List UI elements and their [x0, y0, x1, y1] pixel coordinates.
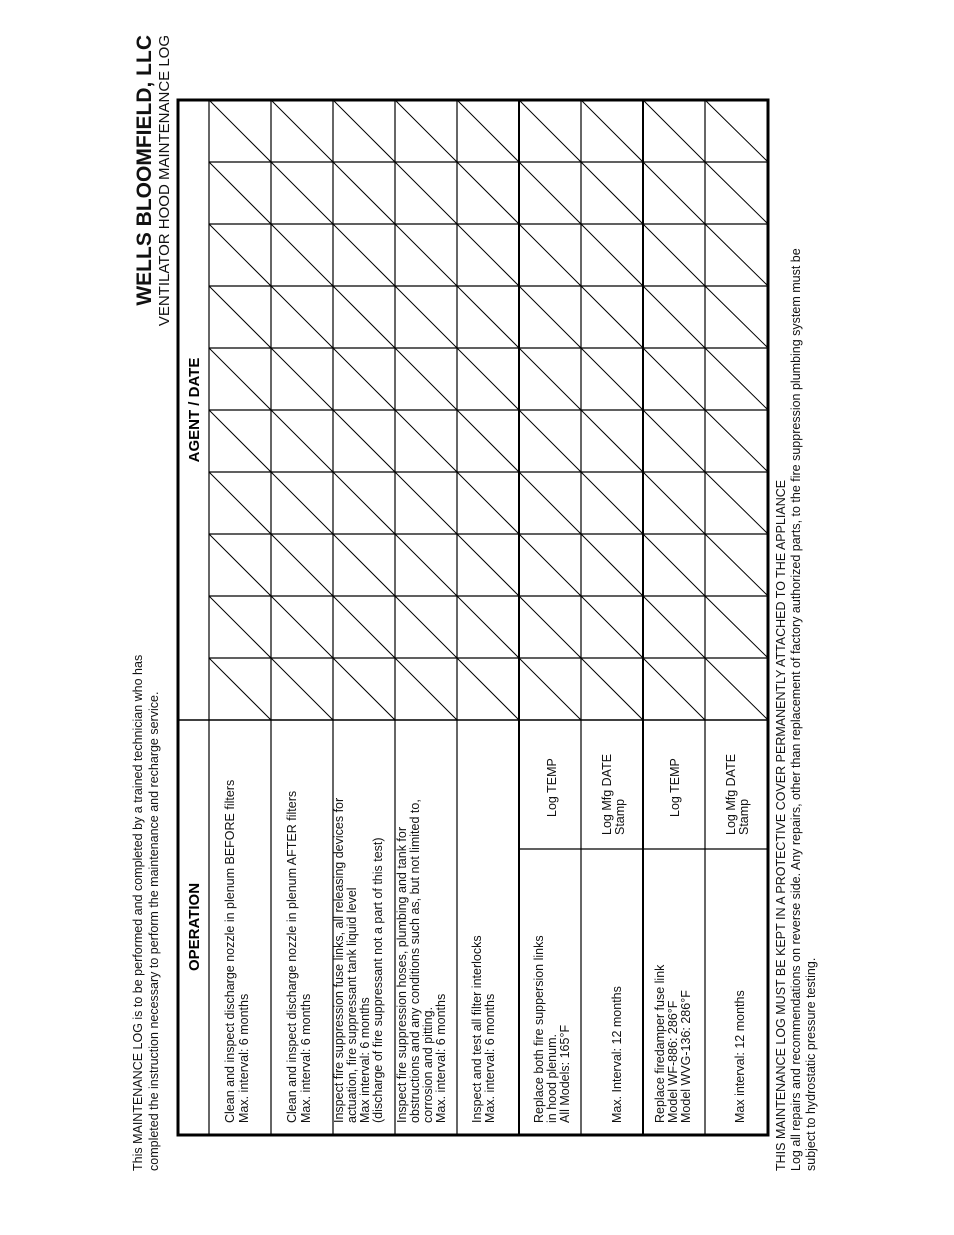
agent-date-cell-diagonal [271, 348, 333, 410]
row3-line4: (discharge of fire suppressant not a part of this test) [371, 837, 385, 1123]
footer-notes [774, 41, 819, 1171]
agent-date-cell-diagonal [209, 410, 271, 472]
agent-date-cell-diagonal [395, 162, 457, 224]
agent-date-cell-diagonal [643, 534, 705, 596]
agent-date-cell-diagonal [271, 224, 333, 286]
row4-line4: Max. interval: 6 months [434, 993, 448, 1123]
agent-date-cell-diagonal [395, 286, 457, 348]
agent-date-cell-diagonal [705, 162, 768, 224]
agent-date-cell-diagonal [581, 348, 643, 410]
agent-date-cell-diagonal [519, 472, 581, 534]
agent-date-cells [209, 100, 768, 720]
agent-date-cell-diagonal [705, 472, 768, 534]
agent-date-cell-diagonal [705, 410, 768, 472]
agent-date-cell-diagonal [333, 472, 395, 534]
row4-line3: corrosion and pitting. [421, 1006, 435, 1123]
agent-date-header: AGENT / DATE [186, 357, 203, 463]
log-title: VENTILATOR HOOD MAINTENANCE LOG [156, 35, 173, 327]
row4-line1: Inspect fire suppression hoses, plumbing and tank for [395, 826, 409, 1123]
row6-line3: All Models: 165°F [558, 1024, 572, 1123]
agent-date-cell-diagonal [271, 162, 333, 224]
agent-date-cell-diagonal [209, 348, 271, 410]
agent-date-cell-diagonal [519, 658, 581, 720]
intro-line-1: This MAINTENANCE LOG is to be performed and completed by a trained technician who has [131, 654, 145, 1171]
agent-date-cell-diagonal [333, 100, 395, 162]
row2-line1: Clean and inspect discharge nozzle in plenum AFTER filters [285, 790, 299, 1123]
agent-date-cell-diagonal [271, 596, 333, 658]
agent-date-cell-diagonal [581, 658, 643, 720]
agent-date-cell-diagonal [519, 286, 581, 348]
agent-date-cell-diagonal [271, 286, 333, 348]
agent-date-cell-diagonal [333, 596, 395, 658]
company-name: WELLS BLOOMFIELD, LLC [133, 35, 156, 306]
agent-date-cell-diagonal [457, 658, 519, 720]
row7-log-mfg-line2: Stamp [737, 798, 751, 835]
row3-line3: Max interval: 6 months [358, 997, 372, 1123]
agent-date-cell-diagonal [705, 100, 768, 162]
agent-date-cell-diagonal [457, 472, 519, 534]
agent-date-cell-diagonal [333, 224, 395, 286]
agent-date-cell-diagonal [209, 534, 271, 596]
agent-date-cell-diagonal [581, 596, 643, 658]
agent-date-cell-diagonal [519, 224, 581, 286]
row3-line2: actuation, fire suppressant tank liquid level [345, 887, 359, 1123]
agent-date-cell-diagonal [333, 286, 395, 348]
agent-date-cell-diagonal [333, 410, 395, 472]
agent-date-cell-diagonal [519, 100, 581, 162]
agent-date-cell-diagonal [643, 596, 705, 658]
row5-line1: Inspect and test all filter interlocks [470, 935, 484, 1123]
row6-log-mfg-line2: Stamp [613, 798, 627, 835]
agent-date-cell-diagonal [209, 224, 271, 286]
agent-date-cell-diagonal [209, 162, 271, 224]
agent-date-cell-diagonal [705, 658, 768, 720]
agent-date-cell-diagonal [395, 658, 457, 720]
agent-date-cell-diagonal [209, 596, 271, 658]
agent-date-cell-diagonal [395, 224, 457, 286]
agent-date-cell-diagonal [271, 472, 333, 534]
row6-log-mfg-line1: Log Mfg DATE [600, 753, 614, 835]
agent-date-cell-diagonal [581, 534, 643, 596]
agent-date-cell-diagonal [705, 534, 768, 596]
row7-log-temp: Log TEMP [668, 758, 682, 817]
row6-line2: in hood plenum. [545, 1034, 559, 1123]
agent-date-cell-diagonal [457, 286, 519, 348]
agent-date-cell-diagonal [395, 596, 457, 658]
agent-date-cell-diagonal [519, 348, 581, 410]
agent-date-cell-diagonal [457, 224, 519, 286]
agent-date-cell-diagonal [519, 410, 581, 472]
agent-date-cell-diagonal [581, 224, 643, 286]
agent-date-cell-diagonal [271, 100, 333, 162]
agent-date-cell-diagonal [519, 596, 581, 658]
agent-date-cell-diagonal [705, 596, 768, 658]
agent-date-cell-diagonal [395, 100, 457, 162]
agent-date-cell-diagonal [209, 658, 271, 720]
agent-date-cell-diagonal [643, 286, 705, 348]
agent-date-cell-diagonal [457, 348, 519, 410]
row3-line1: Inspect fire suppression fuse links, all releasing devices for [332, 797, 346, 1123]
agent-date-cell-diagonal [209, 286, 271, 348]
agent-date-cell-diagonal [271, 410, 333, 472]
agent-date-cell-diagonal [519, 534, 581, 596]
agent-date-cell-diagonal [271, 534, 333, 596]
agent-date-cell-diagonal [581, 410, 643, 472]
row2-line2: Max. interval: 6 months [299, 993, 313, 1123]
agent-date-cell-diagonal [581, 162, 643, 224]
agent-date-cell-diagonal [643, 658, 705, 720]
agent-date-cell-diagonal [457, 534, 519, 596]
footer-line-2: Log all repairs and recommendations on reverse side. Any repairs, other than replacement of factory authorized parts, to the fire suppression plumbing system must be [789, 248, 803, 1171]
row7-log-mfg-line1: Log Mfg DATE [724, 753, 738, 835]
agent-date-cell-diagonal [705, 224, 768, 286]
row5-line2: Max. interval: 6 months [483, 993, 497, 1123]
row1-line2: Max. interval: 6 months [237, 993, 251, 1123]
agent-date-cell-diagonal [705, 348, 768, 410]
agent-date-cell-diagonal [581, 100, 643, 162]
agent-date-cell-diagonal [643, 472, 705, 534]
row7-line2: Model WF-886: 286°F [666, 1000, 680, 1123]
agent-date-cell-diagonal [705, 286, 768, 348]
agent-date-cell-diagonal [271, 658, 333, 720]
row6-line1: Replace both fire suppersion links [532, 935, 546, 1123]
agent-date-cell-diagonal [395, 534, 457, 596]
agent-date-cell-diagonal [457, 162, 519, 224]
row1-line1: Clean and inspect discharge nozzle in plenum BEFORE filters [223, 779, 237, 1123]
agent-date-cell-diagonal [581, 286, 643, 348]
agent-date-cell-diagonal [643, 162, 705, 224]
intro-line-2: completed the instruction necessary to perform the maintenance and recharge service. [147, 691, 161, 1171]
agent-date-cell-diagonal [333, 162, 395, 224]
agent-date-cell-diagonal [333, 348, 395, 410]
agent-date-cell-diagonal [333, 658, 395, 720]
row7-line1: Replace firedamper fuse link [653, 964, 667, 1123]
agent-date-cell-diagonal [519, 162, 581, 224]
agent-date-cell-diagonal [457, 596, 519, 658]
agent-date-cell-diagonal [643, 224, 705, 286]
agent-date-cell-diagonal [333, 534, 395, 596]
agent-date-cell-diagonal [643, 410, 705, 472]
agent-date-cell-diagonal [395, 472, 457, 534]
agent-date-cell-diagonal [457, 410, 519, 472]
agent-date-cell-diagonal [581, 472, 643, 534]
agent-date-cell-diagonal [395, 410, 457, 472]
operation-header: OPERATION [186, 882, 203, 972]
agent-date-cell-diagonal [209, 472, 271, 534]
row4-line2: obstructions and any conditions such as, but not limited to, [408, 799, 422, 1123]
agent-date-cell-diagonal [643, 100, 705, 162]
row7-interval: Max interval: 12 months [733, 990, 747, 1123]
agent-date-cell-diagonal [643, 348, 705, 410]
footer-line-3: subject to hydrostatic pressure testing. [804, 957, 818, 1171]
agent-date-cell-diagonal [395, 348, 457, 410]
row6-interval: Max. Interval: 12 months [610, 986, 624, 1123]
agent-date-cell-diagonal [457, 100, 519, 162]
agent-date-cell-diagonal [209, 100, 271, 162]
footer-line-1: THIS MAINTENANCE LOG MUST BE KEPT IN A PROTECTIVE COVER PERMANENTLY ATTACHED TO THE APPLIANCE [774, 479, 788, 1171]
row7-line3: Model WVG-136: 286°F [679, 990, 693, 1123]
row6-log-temp: Log TEMP [545, 758, 559, 817]
